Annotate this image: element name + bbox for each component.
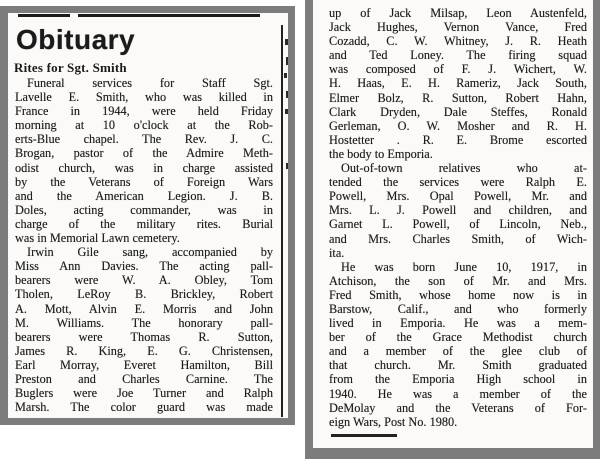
article-line: Funeral services for Staff Sgt. — [27, 76, 273, 90]
article-line: Brogan, pastor of the Admire Meth- — [15, 146, 273, 161]
article-line: Lavelle E. Smith, who was killed in — [15, 90, 273, 105]
right-clipping — [305, 0, 600, 459]
article-line: M. Williams. The honorary pall- — [15, 315, 273, 330]
print-artifact — [286, 57, 288, 65]
article-line: the body to Emporia. — [329, 146, 433, 161]
headline-rule-segment — [18, 14, 70, 17]
article-line: James R. King, E. G. Christensen, — [15, 343, 273, 358]
article-line: bearers were W. A. Obley, Tom — [15, 273, 273, 288]
right-clipping-paper — [313, 0, 593, 448]
article-line: by the Veterans of Foreign Wars — [15, 174, 273, 189]
article-line: bearers were Thomas R. Sutton, — [15, 329, 273, 344]
article-line: 1940. He was a member of the — [329, 386, 587, 401]
article-line: H. Haas, E. H. Rameriz, Jack South, — [329, 76, 587, 91]
article-line: and Mrs. Charles Smith, of Wich- — [329, 231, 587, 246]
article-line: Powell, Mrs. Opal Powell, Mr. and — [329, 189, 587, 204]
article-line: morning at 10 o'clock at the Rob- — [15, 118, 273, 133]
left-clipping — [0, 6, 295, 425]
print-artifact — [284, 73, 287, 78]
article-paragraph — [329, 260, 587, 429]
article-line: Fred Smith, whose home now is in — [329, 287, 587, 302]
article-line: that church. Mr. Smith graduated — [329, 358, 587, 373]
article-line: charge of the military rites. Burial — [15, 216, 273, 231]
article-line: Elmer Bolz, R. Sutton, Robert Hahn, — [329, 90, 587, 105]
column-rule — [281, 25, 283, 417]
print-artifact — [285, 39, 288, 45]
article-line: eign Wars, Post No. 1980. — [329, 414, 458, 429]
article-paragraph — [15, 245, 273, 414]
article-line: up of Jack Milsap, Leon Austenfeld, — [329, 6, 587, 20]
article-line: Marsh. The color guard was made — [15, 400, 273, 415]
article-line: and Ted Loney. The firing squad — [329, 48, 587, 63]
article-line: odist church, was in charge assisted — [15, 160, 273, 175]
article-line: Tholen, LeRoy B. Brickley, Robert — [15, 287, 273, 302]
article-line: Gerleman, O. W. Mosher and R. H. — [329, 118, 587, 133]
article-line: tended the services were Ralph E. — [329, 175, 587, 190]
article-line: France in 1944, were held Friday — [15, 104, 273, 119]
article-line: Earl Morray, Everet Hamilton, Bill — [15, 357, 273, 372]
left-column-text — [15, 76, 273, 414]
article-line: and the American Legion. J. B. — [15, 188, 273, 203]
obituary-subhead: Rites for Sgt. Smith — [14, 60, 127, 75]
article-line: Preston and Charles Carnine. The — [15, 371, 273, 386]
article-line: Out-of-town relatives who at- — [341, 161, 587, 176]
article-line: DeMolay and the Veterans of For- — [329, 400, 587, 415]
article-line: from the Emporia High school in — [329, 372, 587, 387]
article-line: Miss Ann Davies. The acting pall- — [15, 259, 273, 274]
right-column-text — [329, 6, 587, 429]
print-artifact — [285, 109, 288, 114]
article-line: A. Mott, Alvin E. Morris and John — [15, 301, 273, 316]
article-paragraph — [15, 76, 273, 245]
article-line: Hostetter . R. E. Brome escorted — [329, 132, 587, 147]
headline-rule-segment — [78, 14, 260, 17]
article-line: Irwin Gile sang, accompanied by — [27, 245, 273, 260]
article-line: Atchison, the son of Mr. and Mrs. — [329, 273, 587, 288]
article-line: Barstow, Calif., and who formerly — [329, 301, 587, 316]
article-line: and a member of the glee club of — [329, 344, 587, 359]
article-line: He was born June 10, 1917, in — [341, 259, 587, 274]
article-paragraph — [329, 6, 587, 161]
print-artifact — [286, 91, 288, 98]
article-line: was composed of F. J. Wichert, W. — [329, 62, 587, 77]
article-line: Jack Hughes, Vernon Vance, Fred — [329, 20, 587, 35]
article-line: Buglers were Joe Turner and Ralph — [15, 386, 273, 401]
article-line: ber of the Grace Methodist church — [329, 330, 587, 345]
article-line: Clark Dryden, Dale Steffes, Ronald — [329, 104, 587, 119]
article-line: was in Memorial Lawn cemetery. — [15, 231, 180, 246]
print-artifact — [286, 163, 288, 169]
obituary-headline: Obituary — [16, 24, 136, 55]
article-line: Doles, acting commander, was in — [15, 202, 273, 217]
article-line: ita. — [329, 245, 345, 260]
article-line: lived in Emporia. He was a mem- — [329, 316, 587, 331]
article-line: Garnet L. Powell, of Lincoln, Neb., — [329, 217, 587, 232]
article-line: erts-Blue chapel. The Rev. J. C. — [15, 132, 273, 147]
left-clipping-paper — [8, 13, 288, 418]
article-end-rule — [331, 434, 397, 437]
article-line: Cozadd, C. W. Whitney, J. R. Heath — [329, 34, 587, 49]
article-line: Mrs. L. J. Powell and children, and — [329, 203, 587, 218]
article-paragraph — [329, 161, 587, 260]
